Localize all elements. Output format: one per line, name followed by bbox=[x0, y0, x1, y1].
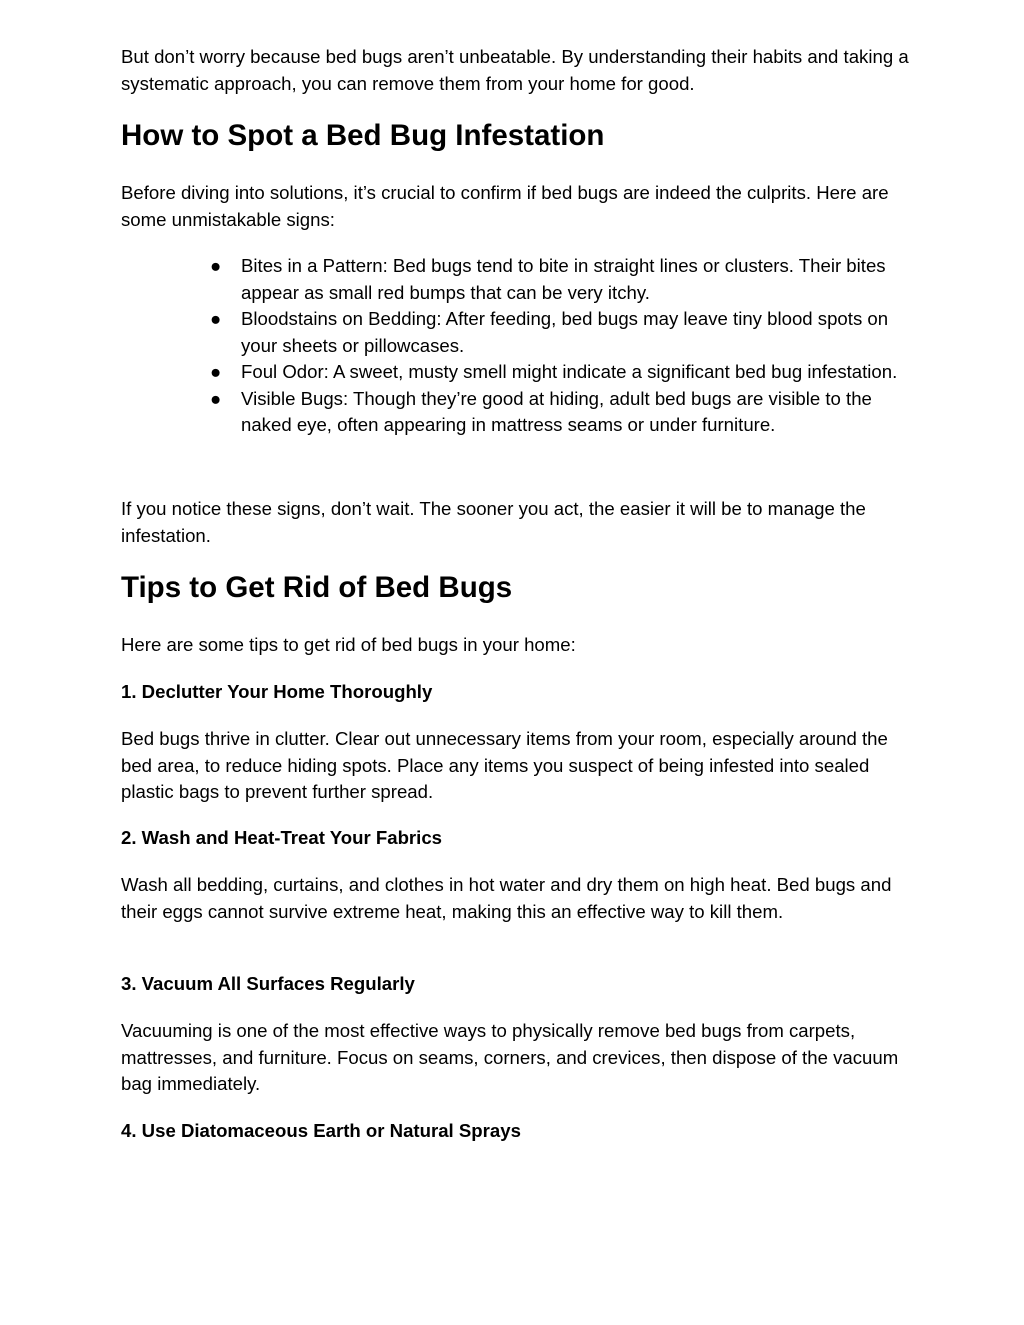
bullet-icon: ● bbox=[210, 255, 222, 276]
tip-title-declutter: 1. Declutter Your Home Thoroughly bbox=[121, 681, 433, 702]
tip-title-diatomaceous: 4. Use Diatomaceous Earth or Natural Sprays bbox=[121, 1120, 521, 1141]
bullet-icon: ● bbox=[210, 361, 222, 382]
list-item bbox=[0, 306, 901, 359]
signs-list bbox=[0, 253, 1024, 439]
sign-text: Bloodstains on Bedding: After feeding, bed bugs may leave tiny blood spots on your sheets or pillowcases. bbox=[241, 308, 889, 356]
section1-lead-paragraph: Before diving into solutions, it’s crucial to confirm if bed bugs are indeed the culprits. Here are some unmistakable signs: bbox=[121, 182, 889, 230]
tip-title-vacuum: 3. Vacuum All Surfaces Regularly bbox=[121, 973, 415, 994]
section-heading-spot-infestation: How to Spot a Bed Bug Infestation bbox=[121, 119, 605, 152]
bullet-icon: ● bbox=[210, 308, 222, 329]
sign-text: Visible Bugs: Though they’re good at hiding, adult bed bugs are visible to the naked eye, often appearing in mattress seams or under furniture. bbox=[241, 387, 872, 435]
tip-body-vacuum: Vacuuming is one of the most effective ways to physically remove bed bugs from carpets, mattresses, and furniture. Focus on seams, corners, and crevices, then dispose of the vacuum bag immediately. bbox=[121, 1020, 899, 1094]
intro-paragraph: But don’t worry because bed bugs aren’t unbeatable. By understanding their habits and taking a systematic approach, you can remove them from your home for good. bbox=[121, 46, 909, 94]
list-item bbox=[0, 359, 901, 386]
section-heading-get-rid: Tips to Get Rid of Bed Bugs bbox=[121, 571, 513, 604]
list-item bbox=[0, 253, 901, 306]
section1-closing-paragraph: If you notice these signs, don’t wait. The sooner you act, the easier it will be to manage the infestation. bbox=[121, 498, 866, 546]
sign-text: Bites in a Pattern: Bed bugs tend to bite in straight lines or clusters. Their bites appear as small red bumps that can be very itchy. bbox=[241, 255, 886, 303]
bullet-icon: ● bbox=[210, 387, 222, 409]
tip-body-declutter: Bed bugs thrive in clutter. Clear out unnecessary items from your room, especially around the bed area, to reduce hiding spots. Place any items you suspect of being infested into sealed plastic bags to prevent further spread. bbox=[121, 728, 888, 802]
tip-title-wash: 2. Wash and Heat-Treat Your Fabrics bbox=[121, 827, 443, 848]
sign-text: Foul Odor: A sweet, musty smell might indicate a significant bed bug infestation. bbox=[241, 361, 898, 382]
section2-lead-paragraph: Here are some tips to get rid of bed bugs in your home: bbox=[121, 634, 576, 655]
tip-body-wash: Wash all bedding, curtains, and clothes in hot water and dry them on high heat. Bed bugs and their eggs cannot survive extreme heat, making this an effective way to kill them. bbox=[121, 874, 892, 922]
list-item bbox=[0, 386, 901, 439]
